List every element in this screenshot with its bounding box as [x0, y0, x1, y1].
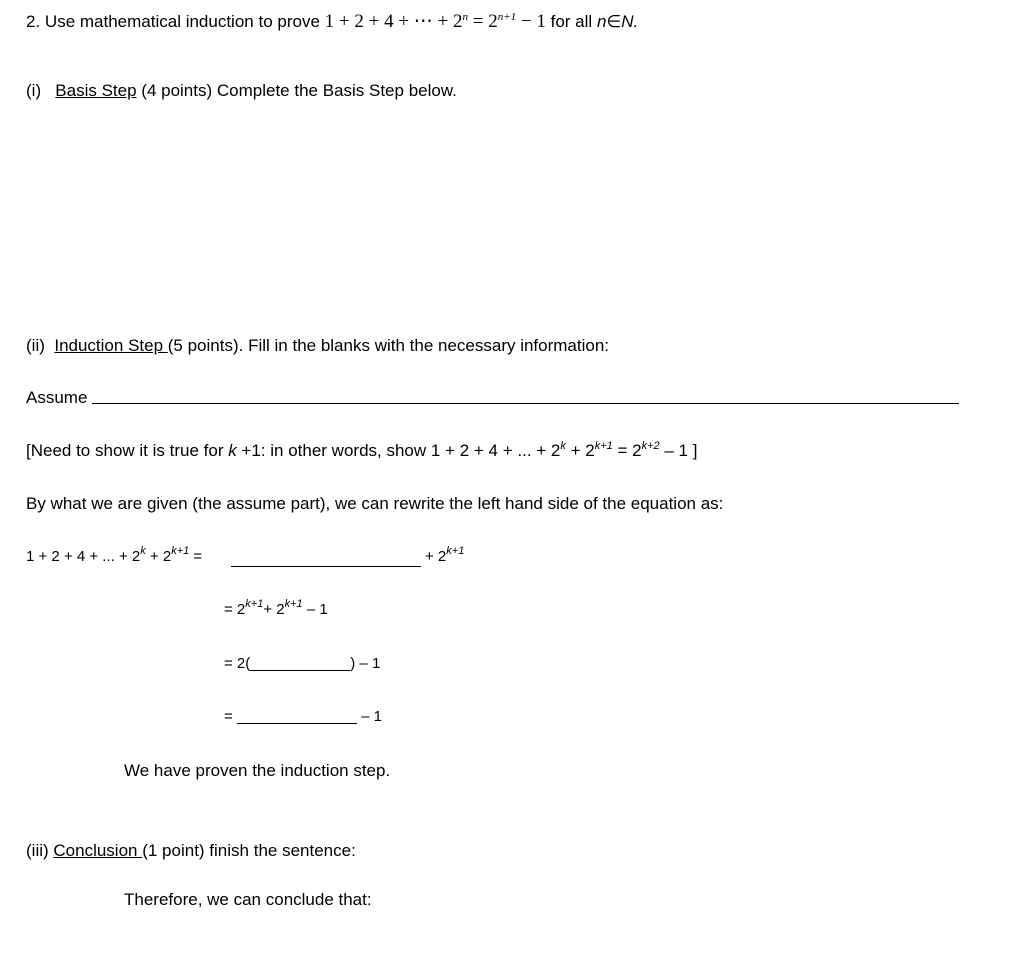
lhs-blank[interactable] [231, 566, 421, 567]
proven-text: We have proven the induction step. [124, 761, 391, 780]
induction-step-title: Induction Step [54, 336, 168, 355]
step-2-blank[interactable] [250, 652, 350, 671]
conclusion-heading [26, 840, 356, 862]
given-text: By what we are given (the assume part), we can rewrite the left hand side of the equation as: [26, 494, 724, 513]
question-number: 2. [26, 12, 41, 31]
assume-blank[interactable] [92, 403, 959, 404]
element-of-symbol: ∈ [606, 12, 622, 31]
conclusion-text: (1 point) finish the sentence: [142, 841, 356, 860]
step-2: = 2( ) – 1 [224, 652, 380, 675]
part-label: (ii) [26, 336, 45, 355]
basis-step-text: (4 points) Complete the Basis Step below. [141, 81, 457, 100]
rhs-term: + $2^{k+1}$ [425, 545, 465, 565]
for-all-text: for all [550, 12, 593, 31]
basis-step-title: Basis Step [55, 81, 137, 100]
induction-step-text: (5 points). Fill in the blanks with the necessary information: [167, 336, 610, 355]
step-1: = $2^{k+1}+ 2^{k+1} - 1$ [224, 598, 328, 618]
n-variable: n [596, 12, 607, 31]
part-label: (iii) [26, 841, 49, 860]
natural-numbers: N. [621, 12, 639, 31]
induction-step-heading [26, 335, 609, 357]
part-label: (i) [26, 81, 42, 100]
question-intro: Use mathematical induction to prove [44, 12, 320, 31]
therefore-text: Therefore, we can conclude that: [124, 890, 372, 909]
assume-row [26, 387, 87, 409]
assume-label: Assume [26, 388, 88, 407]
need-to-show: [Need to show it is true for k +1: in other words, show 1 + 2 + 4 + ... + $2^k + 2^{k+1} = 2^{k+2} - 1$ ] [26, 440, 698, 460]
lhs-row: 1 + 2 + 4 + ... + $2^k + 2^{k+1}$ = [26, 545, 203, 565]
step-3: = – 1 [224, 705, 382, 728]
sum-formula: 1 + 2 + 4 + ⋯ + $2^n = 2^{n+1} - 1$ [324, 11, 546, 32]
basis-step-heading [26, 80, 457, 102]
step-3-blank[interactable] [237, 705, 357, 724]
conclusion-title: Conclusion [53, 841, 143, 860]
question-statement [26, 11, 638, 33]
